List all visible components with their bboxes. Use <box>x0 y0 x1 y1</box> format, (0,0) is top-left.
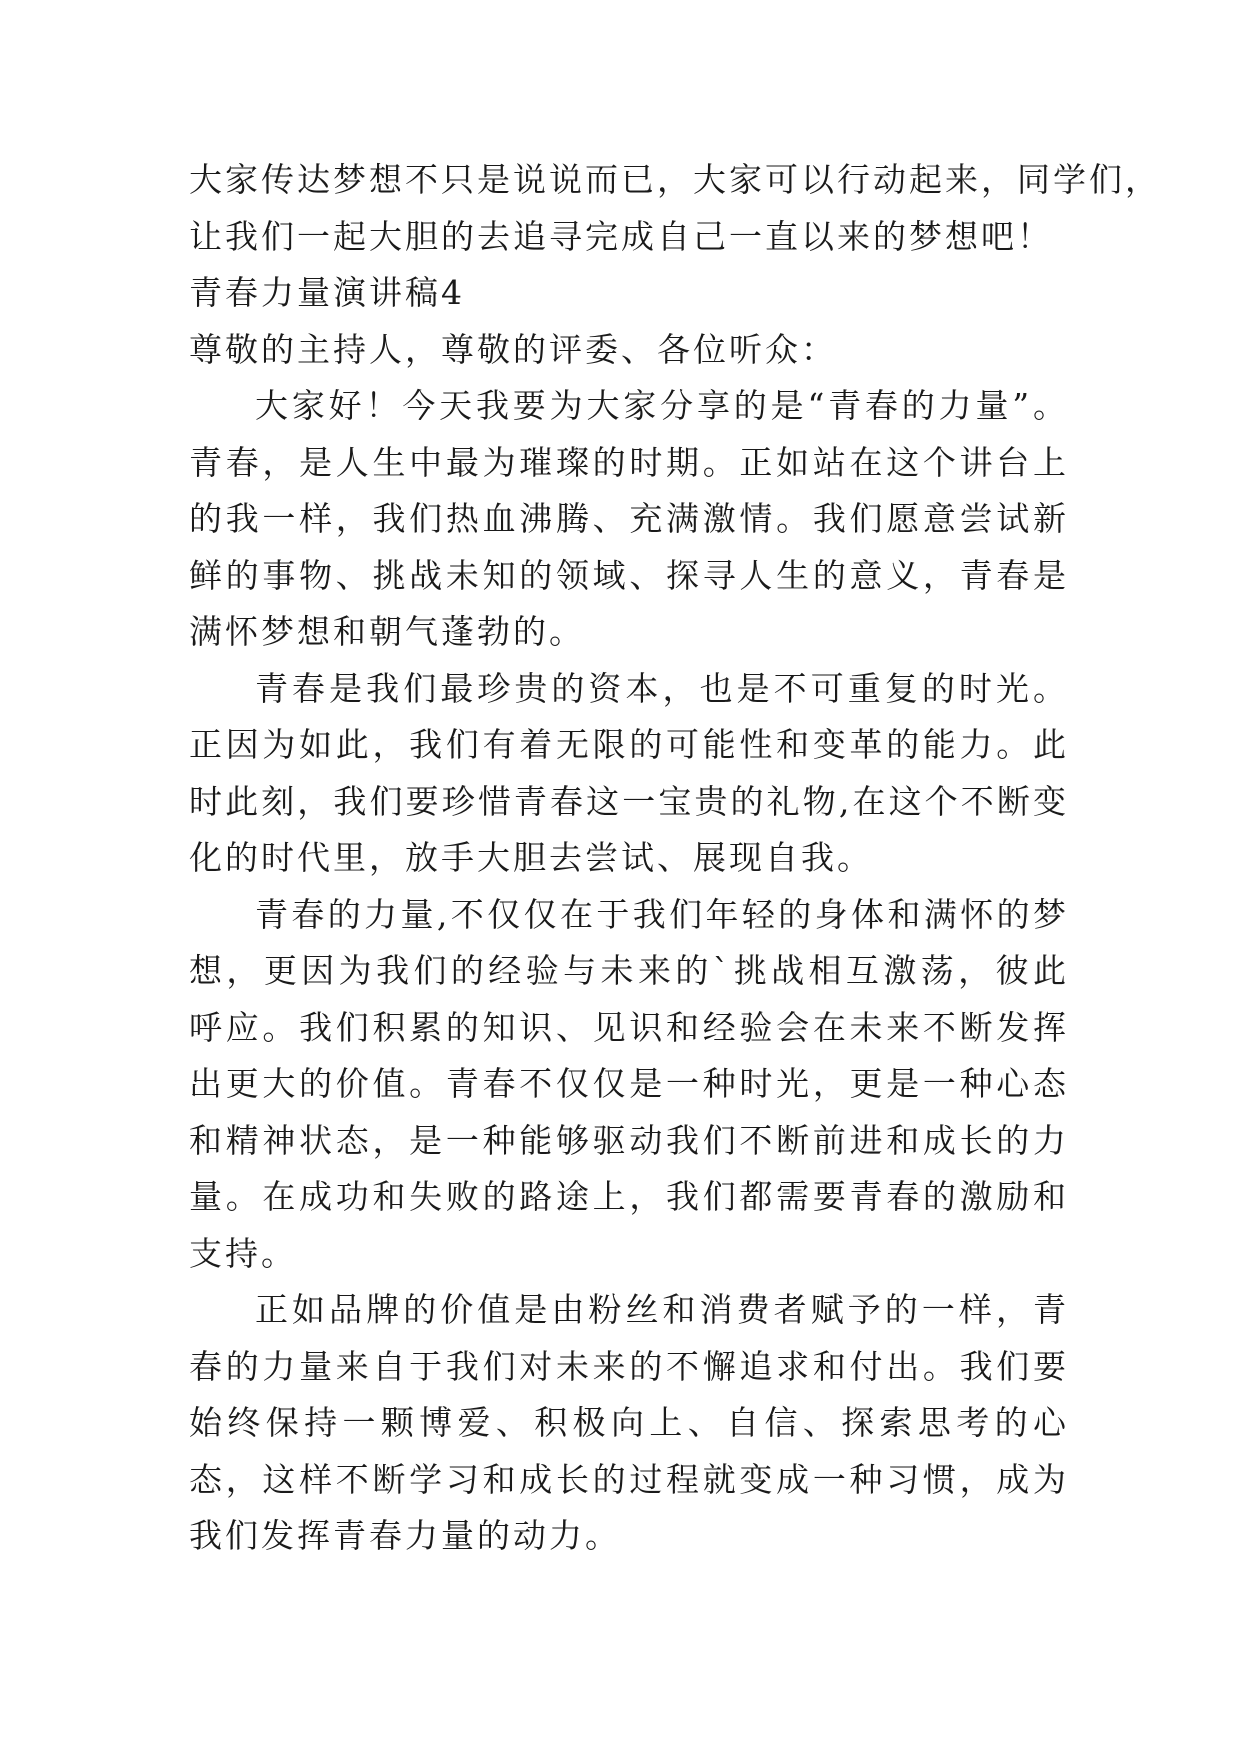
paragraph: 大家好！今天我要为大家分享的是“青春的力量”。 青春，是人生中最为璀璨的时期。正如站在这个讲台上的我一样，我们热血沸腾、充满激情。我们愿意尝试新鲜的事物、挑战未知的领域、探寻人生的意义，青春是满怀梦想和朝气蓬勃的。 <box>189 386 1069 651</box>
paragraph: 正如品牌的价值是由粉丝和消费者赋予的一样，青春的力量来自于我们对未来的不懈追求和付出。我们要始终保持一颗博爱、积极向上、自信、探索思考的心态，这样不断学习和成长的过程就变成一种习惯，成为我们发挥青春力量的动力。 <box>189 1290 1069 1555</box>
salutation: 尊敬的主持人，尊敬的评委、各位听众： <box>189 329 837 369</box>
continued-line: 大家传达梦想不只是说说而已，大家可以行动起来，同学们， <box>189 160 1161 199</box>
document-body <box>189 152 1161 1565</box>
paragraph: 青春的力量,不仅仅在于我们年轻的身体和满怀的梦想，更因为我们的经验与未来的`挑战相互激荡，彼此呼应。我们积累的知识、见识和经验会在未来不断发挥出更大的价值。青春不仅仅是一种时光，更是一种心态和精神状态，是一种能够驱动我们不断前进和成长的力量。在成功和失败的路途上，我们都需要青春的激励和支持。 <box>189 894 1069 1273</box>
section-title: 青春力量演讲稿4 <box>189 273 465 312</box>
continued-line: 让我们一起大胆的去追寻完成自己一直以来的梦想吧！ <box>189 216 1053 256</box>
paragraph: 青春是我们最珍贵的资本，也是不可重复的时光。正因为如此，我们有着无限的可能性和变革的能力。此时此刻，我们要珍惜青春这一宝贵的礼物,在这个不断变化的时代里，放手大胆去尝试、展现自我。 <box>189 668 1069 877</box>
